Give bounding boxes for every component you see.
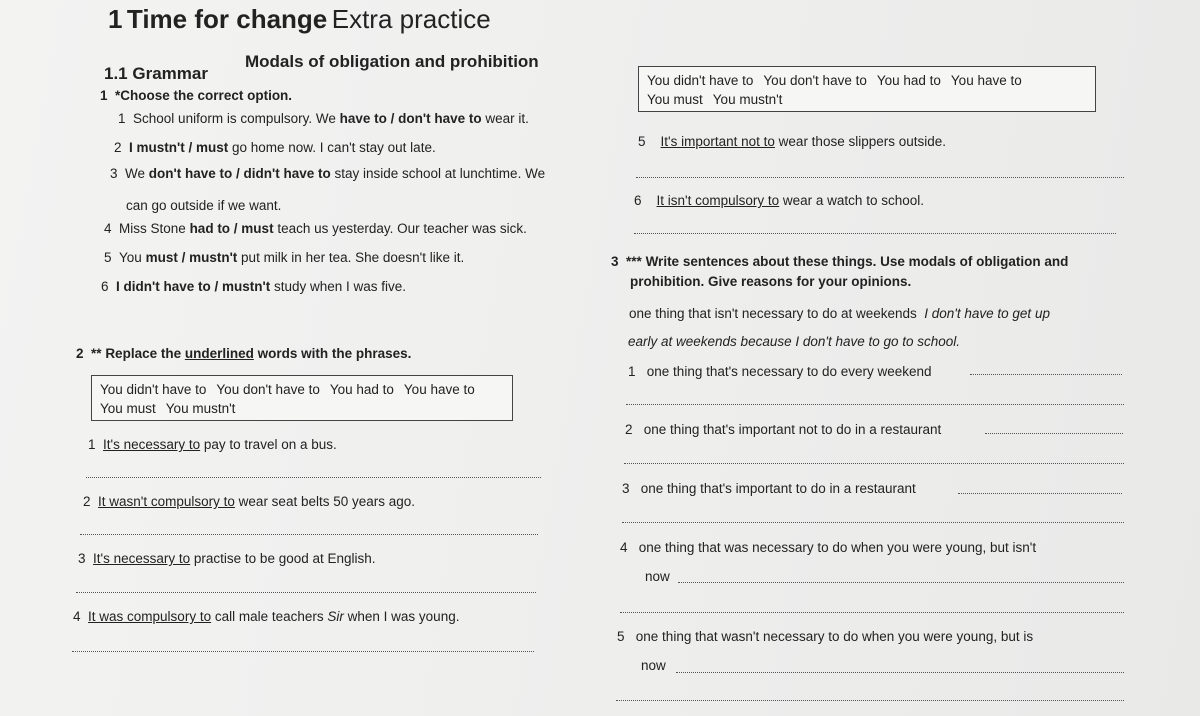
answer-line[interactable] xyxy=(970,374,1122,375)
answer-line[interactable] xyxy=(985,433,1123,434)
ex2-item: 6 It isn't compulsory to wear a watch to school. xyxy=(634,193,924,208)
answer-line[interactable] xyxy=(636,177,1124,178)
ex3-item: 2 one thing that's important not to do in a restaurant xyxy=(625,422,942,437)
answer-line[interactable] xyxy=(80,534,538,535)
ex1-item: 5 You must / mustn't put milk in her tea. She doesn't like it. xyxy=(104,250,465,265)
ex1-instruction: 1 *Choose the correct option. xyxy=(100,88,293,103)
ex3-instruction-cont: prohibition. Give reasons for your opinions. xyxy=(630,274,912,289)
ex2-item: 4 It was compulsory to call male teachers Sir when I was young. xyxy=(73,609,460,624)
answer-line[interactable] xyxy=(958,493,1122,494)
ex3-item: 3 one thing that's important to do in a restaurant xyxy=(622,481,916,496)
ex3-item: 5 one thing that wasn't necessary to do when you were young, but is xyxy=(617,629,1034,644)
answer-line[interactable] xyxy=(76,592,536,593)
page-title: 1 Time for change Extra practice xyxy=(108,4,491,34)
answer-line[interactable] xyxy=(72,651,534,652)
ex1-item: 1 School uniform is compulsory. We have to / don't have to wear it. xyxy=(118,111,529,126)
section-heading: 1.1 Grammar xyxy=(104,64,208,83)
ex2-item: 1 It's necessary to pay to travel on a bus. xyxy=(88,437,337,452)
answer-line[interactable] xyxy=(86,477,541,478)
ex1-item: 3 We don't have to / didn't have to stay inside school at lunchtime. We xyxy=(110,166,546,181)
ex1-item: 4 Miss Stone had to / must teach us yesterday. Our teacher was sick. xyxy=(104,221,527,236)
ex3-example: one thing that isn't necessary to do at weekends I don't have to get up xyxy=(629,306,1050,321)
answer-line[interactable] xyxy=(676,672,1124,673)
ex3-item-cont: now xyxy=(645,569,670,584)
ex3-example-cont: early at weekends because I don't have to go to school. xyxy=(628,334,961,349)
section-topic: Modals of obligation and prohibition xyxy=(245,52,539,71)
ex2-instruction: 2 ** Replace the underlined words with the phrases. xyxy=(76,346,412,361)
phrase-box-right: You didn't have to You don't have to You had to You have to You must You mustn't xyxy=(638,66,1096,112)
answer-line[interactable] xyxy=(616,700,1124,701)
ex2-item: 3 It's necessary to practise to be good at English. xyxy=(78,551,376,566)
ex2-item: 2 It wasn't compulsory to wear seat belts 50 years ago. xyxy=(83,494,416,509)
answer-line[interactable] xyxy=(624,463,1124,464)
ex1-item: 2 I mustn't / must go home now. I can't stay out late. xyxy=(114,140,436,155)
answer-line[interactable] xyxy=(678,582,1124,583)
ex3-item: 1 one thing that's necessary to do every weekend xyxy=(628,364,932,379)
phrase-box: You didn't have to You don't have to You had to You have to You must You mustn't xyxy=(91,375,513,421)
answer-line[interactable] xyxy=(622,522,1124,523)
answer-line[interactable] xyxy=(634,233,1116,234)
ex3-item: 4 one thing that was necessary to do when you were young, but isn't xyxy=(620,540,1037,555)
ex1-item-continuation: can go outside if we want. xyxy=(126,198,282,213)
ex1-item: 6 I didn't have to / mustn't study when I was five. xyxy=(101,279,407,294)
answer-line[interactable] xyxy=(620,612,1124,613)
ex3-instruction: 3 *** Write sentences about these things. Use modals of obligation and xyxy=(611,254,1069,269)
ex2-item: 5 It's important not to wear those slippers outside. xyxy=(638,134,947,149)
ex3-item-cont: now xyxy=(641,658,666,673)
answer-line[interactable] xyxy=(626,404,1124,405)
